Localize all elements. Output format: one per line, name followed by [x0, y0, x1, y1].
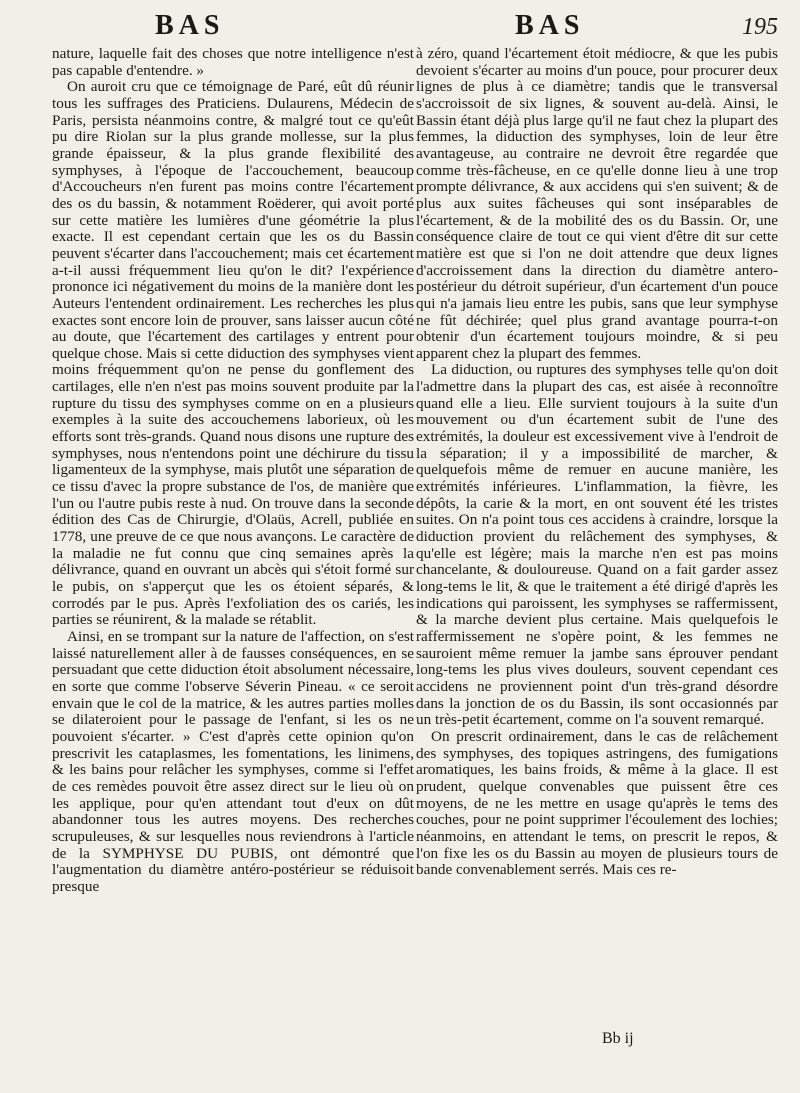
paragraph: à zéro, quand l'écartement étoit médiocre, & que les pubis devoient s'écarter au moins d'un pouce, pour procurer deux lignes de plus à ce diamètre; tandis que le transversal s'accroissoit de six lignes, & souvent au-delà. Ainsi, le Bassin étant déjà plus large qu'il ne faut chez la plupart des femmes, la diduction des symphyses, loin de leur être avantageuse, au contraire ne devroit être regardée que comme très-fâcheuse, en ce qu'elle donne lieu à une trop prompte délivrance, & aux accidens qui s'en suivent; & de plus aux suites fâcheuses qui sont inséparables de l'écartement, & de la mobilité des os du Bassin. Or, une conséquence claire de tout ce qui vient d'être dit sur cette matière est que si l'on ne doit attendre que deux lignes d'accroissement dans la direction du diamètre antero-postérieur du détroit supérieur, d'un écartement d'un pouce qui n'a jamais lieu entre les pubis, sans que leur symphyse ne fût déchirée; quel plus grand avantage pourra-t-on obtenir d'un écartement toujours moindre, & si peu apparent chez la plupart des femmes.: [416, 45, 778, 362]
paragraph: On auroit cru que ce témoignage de Paré, eût dû réunir tous les suffrages des Praticiens. Dulaurens, Médecin de Paris, persista néanmoins contre, & malgré tout ce qu'eût pu dire Riolan sur la plus grande mollesse, sur la plus grande épaisseur, & la plus grande flexibilité des symphyses, à l'époque de l'accouchement, beaucoup d'Accoucheurs n'en furent pas moins contre l'écartement des os du bassin, & notamment Roëderer, qui avoit porté sur cette matière les lumières d'une géométrie la plus exacte. Il est cependant certain que les os du Bassin peuvent s'écarter dans l'accouchement; mais cet écartement a-t-il aussi fréquemment lieu qu'on le dit? l'expérience prononce ici négativement du moins de la manière dont les Auteurs l'entendent ordinairement. Les recherches les plus exactes sont encore loin de prouver, sans laisser aucun côté au doute, que l'écartement des cartilages y entrent pour quelque chose. Mais si cette diduction des symphyses vient moins fréquemment qu'on ne pense du gonflement des cartilages, elle n'en n'est pas moins souvent produite par la rupture du tissu des symphyses comme on en a plusieurs exemples à la suite des accouchemens laborieux, où les efforts sont très-grands. Quand nous disons une rupture des symphyses, nous n'entendons point une déchirure du tissu ligamenteux de la symphyse, mais plutôt une séparation de ce tissu d'avec la propre substance de l'os, de manière que l'un ou l'autre pubis reste à nud. On trouve dans la seconde édition des Cas de Chirurgie, d'Olaüs, Acrell, publiée en 1778, une preuve de ce que nous avançons. Le caractère de la maladie ne fut connu que cinq semaines après la délivrance, quand en ouvrant un abcès qui s'étoit formé sur le pubis, on s'apperçut que les os étoient séparés, & corrodés par le pus. Après l'exfoliation des os cariés, les parties se réunirent, & la malade se rétablit.: [52, 78, 414, 629]
running-head-left: BAS: [155, 10, 225, 41]
signature-mark: Bb ij: [602, 1030, 634, 1047]
paragraph: nature, laquelle fait des choses que notre intelligence n'est pas capable d'entendre. »: [52, 45, 414, 79]
paragraph: Ainsi, en se trompant sur la nature de l'affection, on s'est laissé naturellement aller à de fausses conséquences, en se persuadant que cette diduction étoit absolument nécessaire, en sorte que comme l'observe Séverin Pineau. « ce seroit envain que le col de la matrice, & les autres parties molles se dilateroient pour le passage de l'enfant, si les os ne pouvoient s'écarter. » C'est d'après cette opinion qu'on prescrivit les cataplasmes, les fomentations, les linimens, & les bains pour relâcher les symphyses, comme si l'effet de ces remèdes pouvoit être assez direct sur le lieu où on les applique, pour qu'en attendant tout d'eux on dût abandonner tous les autres moyens. Des recherches scrupuleuses, & sur lesquelles nous reviendrons à l'article de la SYMPHYSE DU PUBIS, ont démontré que l'augmentation du diamètre antéro-postérieur se réduisoit presque: [52, 627, 414, 895]
right-column: [416, 46, 778, 879]
paragraph: La diduction, ou ruptures des symphyses telle qu'on doit l'admettre dans la plupart des cas, est aisée à reconnoître quand elle a lieu. Elle survient toujours à la suite d'un mouvement ou d'un écartement subit de l'une des extrémités, la douleur est excessivement vive à l'endroit de la séparation; il y a impossibilité de marcher, & quelquefois même de remuer en aucune manière, les extrémités inférieures. L'inflammation, la fièvre, les dépôts, la carie & la mort, en ont souvent été les tristes suites. On n'a point tous ces accidens à craindre, lorsque la diduction provient du relâchement des symphyses, & qu'elle est légère; mais la marche n'en est pas moins chancelante, & douloureuse. Quand on a fait garder assez long-tems le lit, & que le traitement a été dirigé d'après les indications qui paroissent, les symphyses se raffermissent, & la marche devient plus certaine. Mais quelquefois le raffermissement ne s'opère point, & les femmes ne sauroient même remuer la jambe sans éprouver pendant long-tems les plus vives douleurs, souvent cependant ces accidens ne proviennent point d'un très-grand désordre dans la jonction de os du Bassin, ils sont occasionnés par un très-petit écartement, comme on l'a souvent remarqué.: [416, 361, 778, 729]
paragraph: On prescrit ordinairement, dans le cas de relâchement des symphyses, des topiques astringens, des fumigations aromatiques, les bains froids, & même à la glace. Il est prudent, quelque convenables que puissent être ces moyens, de ne les mettre en usage qu'après le tems des couches, pour ne point supprimer l'écoulement des lochies; néanmoins, en attendant le tems, on prescrit le repos, & l'on fixe les os du Bassin au moyen de plusieurs tours de bande convenablement serrés. Mais ces re-: [416, 727, 778, 879]
page-number: 195: [742, 14, 778, 40]
running-head-right: BAS: [515, 10, 585, 41]
left-column: [52, 46, 414, 895]
